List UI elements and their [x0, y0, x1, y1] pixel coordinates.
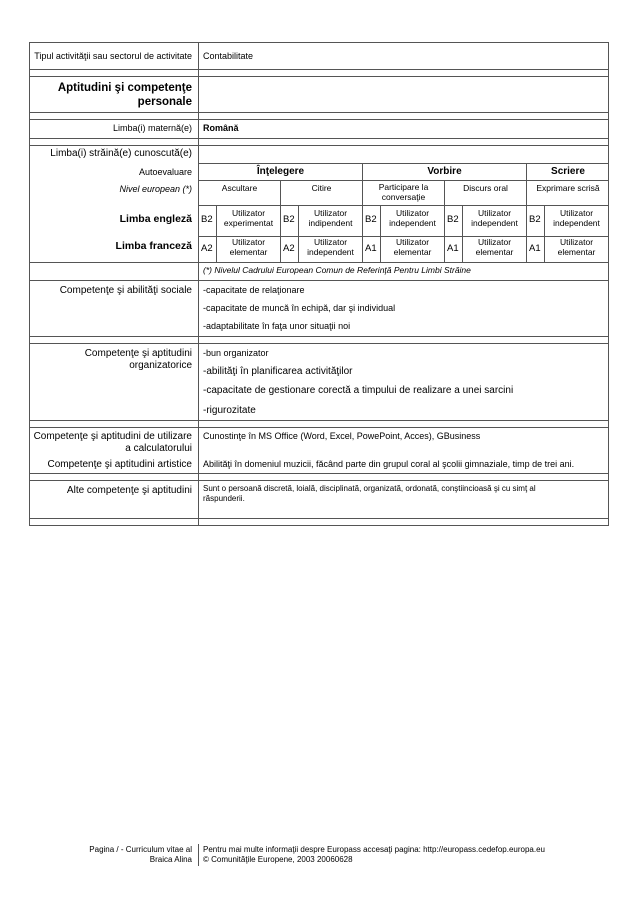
level-description-french [381, 238, 444, 258]
other-skills-label: Alte competenţe şi aptitudini [66, 485, 192, 496]
other-value-line1: Sunt o persoană discretă, loială, disciplinată, organizată, ordonată, conştiincioasă şi cu simţ al [203, 484, 536, 493]
other-skills-value [203, 484, 536, 505]
other-value-line2: răspunderii. [203, 494, 245, 504]
row-divider [29, 76, 609, 77]
row-divider [198, 205, 609, 206]
level-description-french [217, 238, 280, 258]
level-description-line2: elementar [393, 246, 432, 257]
row-divider [29, 138, 609, 139]
level-description-line1: Utilizator [313, 208, 348, 218]
level-description-english [381, 209, 444, 229]
row-divider [29, 145, 609, 146]
organizational-item: -bun organizator [203, 348, 269, 358]
level-description-line1: Utilizator [559, 237, 594, 247]
group-writing: Scriere [551, 166, 585, 177]
skills-heading-line2: personale [137, 95, 192, 108]
computer-skills-label [34, 431, 192, 455]
skills-heading-line1: Aptitudini şi competenţe [57, 82, 192, 94]
level-code-french: A2 [201, 243, 213, 254]
row-divider [29, 119, 609, 120]
language-name-french: Limba franceză [115, 240, 192, 252]
sub-interaction-line2: conversaţie [381, 191, 426, 202]
level-description-line1: Utilizator [231, 237, 266, 247]
level-description-english [217, 209, 280, 229]
computer-label-line1: Competenţe şi aptitudini de utilizare [33, 431, 192, 442]
level-code-french: A1 [447, 243, 459, 254]
level-code-english: B2 [447, 214, 459, 225]
organizational-item: -capacitate de gestionare corectă a timpului de realizare a unei sarcini [203, 385, 514, 396]
self-assessment-label: Autoevaluare [138, 167, 192, 177]
row-divider [29, 336, 609, 337]
sub-interaction [363, 183, 444, 203]
level-code-french: A1 [529, 243, 541, 254]
footer-right-line1: Pentru mai multe informaţii despre Europass accesaţi pagina: http://europass.cedefop.europa.eu [203, 845, 545, 854]
row-divider [29, 420, 609, 421]
sector-value: Contabilitate [203, 51, 254, 61]
footer-left-line1: Pagina / - Curriculum vitae al [89, 845, 192, 854]
column-divider [198, 42, 199, 526]
row-divider [198, 163, 609, 164]
footer-divider [198, 844, 199, 866]
level-description-line2: elementar [557, 246, 596, 257]
level-description-line1: Utilizator [477, 208, 512, 218]
organizational-label-line1: Competenţe şi aptitudini [84, 348, 192, 359]
social-item: -capacitate de muncă în echipă, dar şi individual [203, 303, 396, 313]
cefr-note: (*) Nivelul Cadrului European Comun de Referinţă Pentru Limbi Străine [203, 265, 471, 275]
level-description-french [545, 238, 608, 258]
level-code-english: B2 [365, 214, 377, 225]
foreign-languages-label: Limba(i) străină(e) cunoscută(e) [50, 148, 192, 159]
level-description-line1: Utilizator [395, 208, 430, 218]
level-description-line2: independent [307, 246, 354, 257]
row-divider [29, 518, 609, 519]
sub-production: Discurs oral [463, 183, 508, 193]
level-code-french: A1 [365, 243, 377, 254]
row-divider [29, 112, 609, 113]
level-description-english [299, 209, 362, 229]
sub-writing: Exprimare scrisă [536, 183, 600, 193]
level-description-line1: Utilizator [477, 237, 512, 247]
mother-tongue-value: Română [203, 123, 239, 133]
footer-right-line2: © Comunităţile Europene, 2003 20060628 [203, 855, 353, 864]
level-description-line1: Utilizator [231, 208, 266, 218]
level-description-french [299, 238, 362, 258]
sector-label: Tipul activităţii sau sectorul de activitate [34, 51, 192, 61]
level-code-french: A2 [283, 243, 295, 254]
row-divider [29, 480, 609, 481]
computer-skills-value: Cunostinţe în MS Office (Word, Excel, PowePoint, Acces), GBusiness [203, 431, 481, 441]
row-divider [29, 262, 609, 263]
skills-heading [58, 82, 192, 110]
footer-right [203, 845, 545, 865]
language-name-english: Limba engleză [119, 213, 192, 225]
artistic-skills-value: Abilităţi în domeniul muzicii, făcând parte din grupul coral al şcolii gimnaziale, timp de trei ani. [203, 459, 575, 469]
level-description-english [545, 209, 608, 229]
grid-divider [362, 163, 363, 262]
row-divider [29, 473, 609, 474]
level-description-english [463, 209, 526, 229]
sub-listening: Ascultare [221, 183, 258, 193]
level-description-line2: elementar [229, 246, 268, 257]
level-description-line2: elementar [475, 246, 514, 257]
social-item: -adaptabilitate în faţa unor situaţii noi [203, 321, 351, 331]
level-description-french [463, 238, 526, 258]
level-description-line1: Utilizator [395, 237, 430, 247]
level-description-line2: independent [471, 217, 518, 228]
row-divider [29, 69, 609, 70]
mother-tongue-label: Limba(i) maternă(e) [112, 123, 192, 133]
level-description-line2: indipendent [308, 217, 353, 228]
artistic-skills-label: Competenţe şi aptitudini artistice [47, 459, 192, 470]
organizational-item: -rigurozitate [203, 405, 256, 416]
organizational-label-line2: organizatorice [129, 360, 192, 371]
level-description-line2: independent [389, 217, 436, 228]
sub-interaction-line1: Participare la [378, 182, 429, 192]
level-description-line2: experimentat [223, 217, 274, 228]
organizational-label [85, 348, 192, 372]
group-understanding: Înţelegere [256, 166, 305, 177]
row-divider [198, 180, 609, 181]
row-divider [29, 343, 609, 344]
european-level-label: Nivel european (*) [119, 184, 192, 194]
level-description-line1: Utilizator [559, 208, 594, 218]
sub-reading: Citire [311, 183, 332, 193]
row-divider [29, 280, 609, 281]
group-speaking: Vorbire [427, 166, 462, 177]
computer-label-line2: a calculatorului [125, 443, 192, 454]
row-divider [29, 427, 609, 428]
organizational-item: -abilităţi în planificarea activităţilor [203, 366, 353, 377]
social-skills-label: Competenţe şi abilităţi sociale [59, 285, 192, 296]
grid-divider [526, 163, 527, 262]
level-code-english: B2 [529, 214, 541, 225]
level-description-line2: independent [553, 217, 600, 228]
level-description-line1: Utilizator [313, 237, 348, 247]
level-code-english: B2 [201, 214, 213, 225]
social-item: -capacitate de relaţionare [203, 285, 305, 295]
footer-left [89, 845, 192, 865]
level-code-english: B2 [283, 214, 295, 225]
footer-left-line2: Braica Alina [149, 855, 192, 864]
